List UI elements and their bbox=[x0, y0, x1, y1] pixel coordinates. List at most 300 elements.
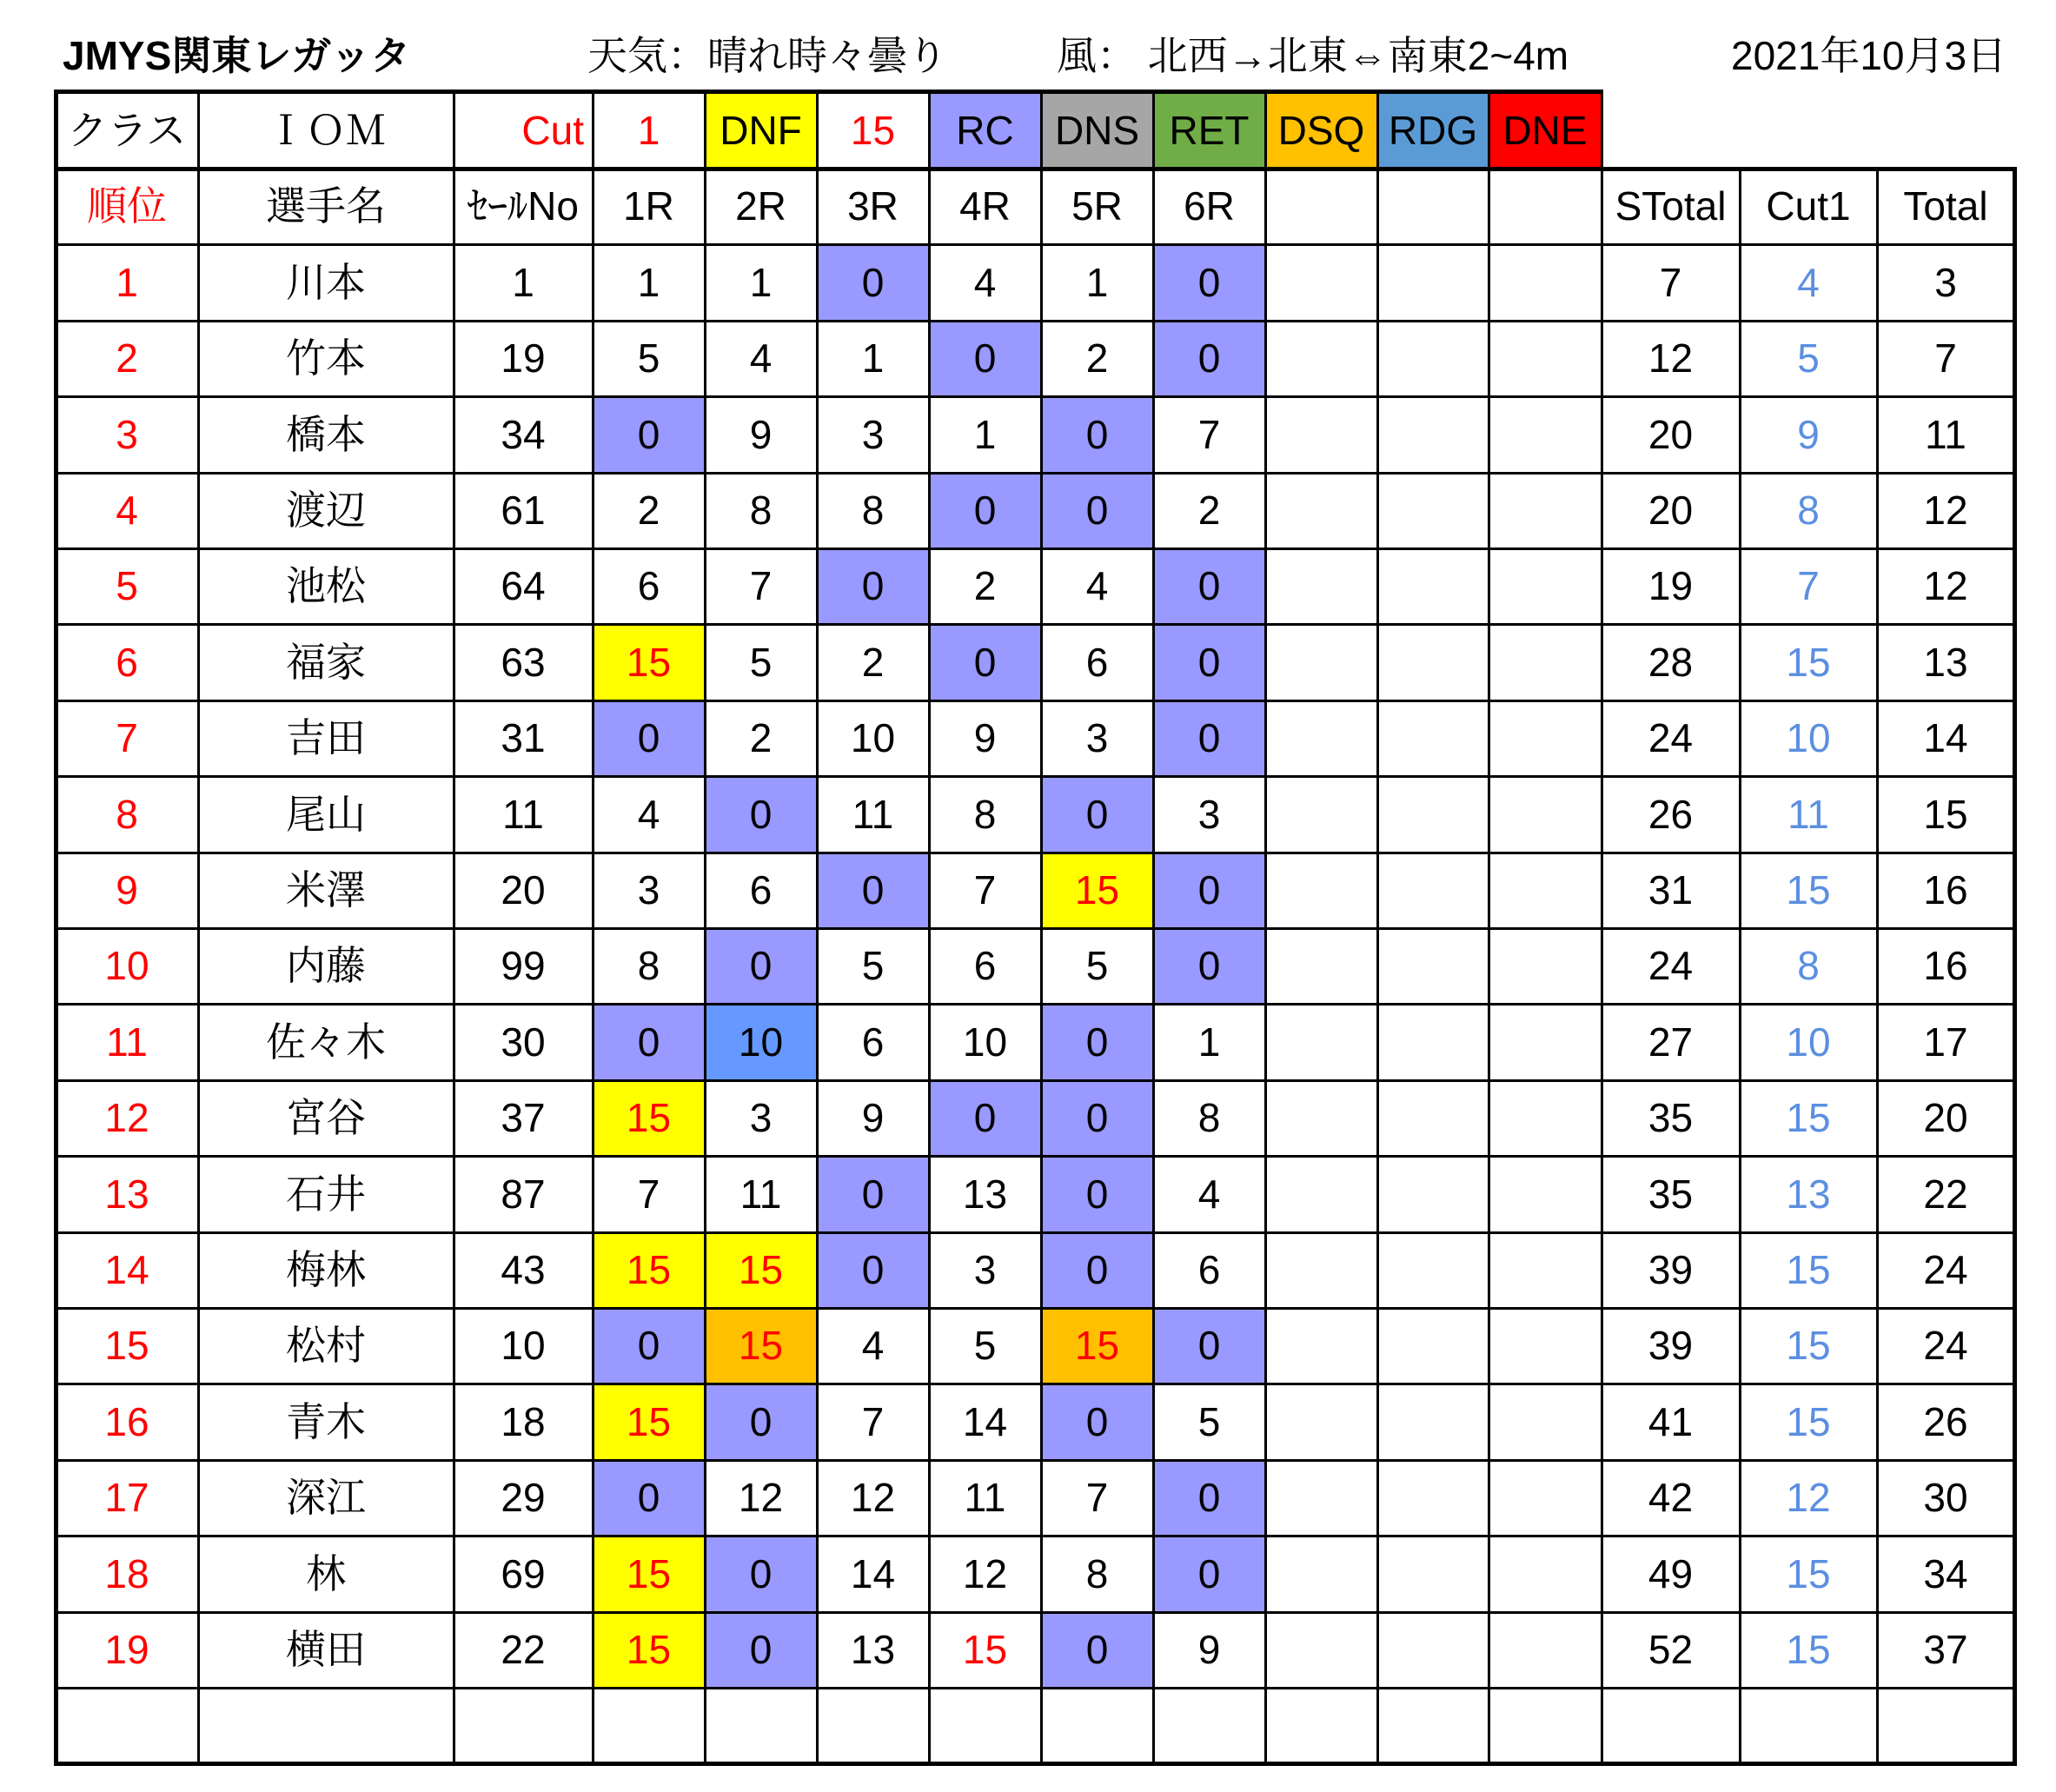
race-score-cell: 2 bbox=[637, 488, 660, 533]
sailor-name-cell: 梅林 bbox=[286, 1247, 366, 1292]
race-score-cell: 0 bbox=[817, 1232, 929, 1308]
rank-cell: 18 bbox=[104, 1551, 149, 1596]
rank-cell: 2 bbox=[116, 335, 138, 381]
race-score-cell: 0 bbox=[1153, 1536, 1265, 1612]
grid-line bbox=[54, 700, 2016, 702]
empty-cell bbox=[1265, 1308, 1377, 1384]
race-score-cell: 15 bbox=[593, 1232, 705, 1308]
race-score-cell: 0 bbox=[817, 244, 929, 321]
rank-cell: 5 bbox=[116, 563, 138, 608]
total-cell: 26 bbox=[1923, 1399, 1968, 1444]
stotal-cell: 26 bbox=[1648, 792, 1694, 837]
race-score-cell: 14 bbox=[850, 1551, 896, 1596]
rank-cell: 10 bbox=[104, 943, 149, 988]
total-cell: 13 bbox=[1923, 640, 1968, 685]
stotal-cell: 12 bbox=[1648, 335, 1694, 381]
table-border bbox=[54, 167, 2016, 171]
sailor-name-cell: 米澤 bbox=[286, 867, 366, 913]
grid-line bbox=[1152, 90, 1155, 1766]
race-score-cell: 7 bbox=[861, 1399, 885, 1444]
rank-cell: 16 bbox=[104, 1399, 149, 1444]
empty-cell bbox=[1265, 776, 1377, 853]
column-header: 1R bbox=[623, 183, 674, 229]
race-score-cell: 15 bbox=[593, 1384, 705, 1460]
race-score-cell: 15 bbox=[593, 1536, 705, 1612]
race-score-cell: 0 bbox=[705, 1536, 817, 1612]
grid-line bbox=[54, 1079, 2016, 1082]
race-score-cell: 4 bbox=[973, 260, 997, 305]
race-score-cell: 0 bbox=[1041, 1004, 1153, 1080]
empty-cell bbox=[1489, 321, 1602, 396]
blank-row-cell bbox=[1265, 1688, 1377, 1763]
race-score-cell: 1 bbox=[1197, 1019, 1221, 1065]
blank-row-cell bbox=[198, 1688, 454, 1763]
race-score-cell: 15 bbox=[1041, 1308, 1153, 1384]
stotal-cell: 7 bbox=[1659, 260, 1682, 305]
empty-cell bbox=[1489, 244, 1602, 321]
sail-number-cell: 19 bbox=[501, 335, 546, 381]
race-score-cell: 8 bbox=[973, 792, 997, 837]
empty-cell bbox=[1265, 1612, 1377, 1688]
empty-cell bbox=[1377, 1612, 1489, 1688]
empty-cell bbox=[1265, 1232, 1377, 1308]
stotal-cell: 42 bbox=[1648, 1475, 1694, 1520]
race-score-cell: 0 bbox=[1153, 321, 1265, 396]
empty-cell bbox=[1489, 776, 1602, 853]
rank-cell: 4 bbox=[116, 488, 138, 533]
grid-line bbox=[1876, 167, 1879, 1766]
race-score-cell: 15 bbox=[705, 1308, 817, 1384]
empty-cell bbox=[1377, 700, 1489, 776]
column-header: ｾｰﾙNo bbox=[468, 183, 579, 229]
race-score-cell: 12 bbox=[738, 1475, 784, 1520]
empty-cell bbox=[1377, 1004, 1489, 1080]
empty-cell bbox=[1489, 700, 1602, 776]
column-header: 選手名 bbox=[266, 183, 386, 229]
rank-cell: 11 bbox=[106, 1019, 148, 1065]
sail-number-cell: 1 bbox=[512, 260, 534, 305]
empty-cell bbox=[1265, 928, 1377, 1004]
wind-info: 風： 北西→北東⇔南東2~4m bbox=[1057, 33, 1569, 78]
blank-row-cell bbox=[705, 1688, 817, 1763]
race-score-cell: 7 bbox=[973, 867, 997, 913]
empty-cell bbox=[1265, 700, 1377, 776]
blank-row-cell bbox=[593, 1688, 705, 1763]
total-cell: 15 bbox=[1923, 792, 1968, 837]
empty-cell bbox=[1377, 1156, 1489, 1232]
race-score-cell: 0 bbox=[929, 473, 1041, 548]
sail-number-cell: 63 bbox=[501, 640, 546, 685]
empty-cell bbox=[1489, 1460, 1602, 1536]
sail-number-cell: 18 bbox=[501, 1399, 546, 1444]
cut1-cell: 15 bbox=[1786, 1323, 1831, 1368]
grid-line bbox=[1601, 90, 1603, 1766]
table-border bbox=[2013, 167, 2017, 1766]
blank-row-cell bbox=[1602, 1688, 1740, 1763]
race-score-cell: 8 bbox=[749, 488, 773, 533]
sail-number-cell: 34 bbox=[501, 412, 546, 457]
race-score-cell: 0 bbox=[1041, 1156, 1153, 1232]
race-score-cell: 0 bbox=[1041, 1080, 1153, 1156]
cut1-cell: 15 bbox=[1786, 1551, 1831, 1596]
total-cell: 20 bbox=[1923, 1095, 1968, 1140]
blank-row-cell bbox=[929, 1688, 1041, 1763]
stotal-cell: 39 bbox=[1648, 1323, 1694, 1368]
grid-line bbox=[54, 927, 2016, 930]
column-header bbox=[1377, 169, 1489, 244]
column-header bbox=[1489, 169, 1602, 244]
race-score-cell: 4 bbox=[749, 335, 773, 381]
empty-cell bbox=[1489, 1384, 1602, 1460]
race-score-cell: 10 bbox=[705, 1004, 817, 1080]
cut1-cell: 5 bbox=[1797, 335, 1820, 381]
race-score-cell: 12 bbox=[850, 1475, 896, 1520]
empty-cell bbox=[1265, 853, 1377, 928]
race-score-cell: 0 bbox=[1153, 928, 1265, 1004]
cut1-cell: 8 bbox=[1797, 488, 1820, 533]
rank-cell: 12 bbox=[104, 1095, 149, 1140]
grid-line bbox=[1264, 90, 1267, 1766]
race-score-cell: 11 bbox=[852, 792, 894, 837]
sail-number-cell: 10 bbox=[501, 1323, 546, 1368]
sail-number-cell: 30 bbox=[501, 1019, 546, 1065]
total-cell: 11 bbox=[1925, 412, 1966, 457]
total-cell: 14 bbox=[1923, 715, 1968, 760]
race-score-cell: 0 bbox=[1041, 776, 1153, 853]
race-score-cell: 5 bbox=[1085, 943, 1109, 988]
cut1-cell: 10 bbox=[1786, 1019, 1831, 1065]
sail-number-cell: 87 bbox=[501, 1171, 546, 1217]
cut1-cell: 15 bbox=[1786, 1627, 1831, 1672]
empty-cell bbox=[1377, 473, 1489, 548]
empty-cell bbox=[1377, 1308, 1489, 1384]
grid-line bbox=[816, 90, 819, 1766]
race-score-cell: 3 bbox=[861, 412, 885, 457]
race-score-cell: 0 bbox=[1153, 1308, 1265, 1384]
legend-rdg: RDG bbox=[1377, 92, 1489, 169]
race-score-cell: 7 bbox=[1197, 412, 1221, 457]
race-score-cell: 0 bbox=[593, 1004, 705, 1080]
sailor-name-cell: 石井 bbox=[286, 1171, 366, 1217]
race-score-cell: 10 bbox=[962, 1019, 1008, 1065]
race-score-cell: 0 bbox=[593, 700, 705, 776]
race-score-cell: 1 bbox=[973, 412, 997, 457]
race-score-cell: 3 bbox=[1085, 715, 1109, 760]
empty-cell bbox=[1377, 624, 1489, 700]
race-score-cell: 4 bbox=[637, 792, 660, 837]
race-score-cell: 9 bbox=[973, 715, 997, 760]
race-score-cell: 15 bbox=[593, 1080, 705, 1156]
sailor-name-cell: 内藤 bbox=[286, 943, 366, 988]
rank-cell: 3 bbox=[116, 412, 138, 457]
race-score-cell: 11 bbox=[739, 1171, 782, 1217]
sail-number-cell: 37 bbox=[501, 1095, 546, 1140]
empty-cell bbox=[1377, 853, 1489, 928]
race-score-cell: 3 bbox=[749, 1095, 773, 1140]
race-score-cell: 6 bbox=[1085, 640, 1109, 685]
race-score-cell: 13 bbox=[850, 1627, 896, 1672]
race-score-cell: 0 bbox=[817, 853, 929, 928]
legend-ret: RET bbox=[1153, 92, 1265, 169]
sailor-name-cell: 川本 bbox=[286, 260, 366, 305]
empty-cell bbox=[1265, 244, 1377, 321]
blank-row-cell bbox=[1377, 1688, 1489, 1763]
grid-line bbox=[1040, 90, 1043, 1766]
grid-line bbox=[928, 90, 931, 1766]
sailor-name-cell: 池松 bbox=[286, 563, 366, 608]
race-score-cell: 8 bbox=[637, 943, 660, 988]
grid-line bbox=[54, 1459, 2016, 1462]
column-header: STotal bbox=[1615, 183, 1727, 229]
empty-cell bbox=[1489, 1156, 1602, 1232]
stotal-cell: 24 bbox=[1648, 943, 1694, 988]
empty-cell bbox=[1489, 1308, 1602, 1384]
race-score-cell: 1 bbox=[749, 260, 773, 305]
sail-number-cell: 20 bbox=[501, 867, 546, 913]
empty-cell bbox=[1377, 1460, 1489, 1536]
total-cell: 3 bbox=[1934, 260, 1957, 305]
race-score-cell: 2 bbox=[861, 640, 885, 685]
event-date: 2021年10月3日 bbox=[1731, 33, 2007, 78]
cut1-cell: 10 bbox=[1786, 715, 1831, 760]
column-header: 5R bbox=[1071, 183, 1123, 229]
race-score-cell: 5 bbox=[861, 943, 885, 988]
race-score-cell: 0 bbox=[1041, 1384, 1153, 1460]
sailor-name-cell: 青木 bbox=[286, 1399, 366, 1444]
sail-number-cell: 22 bbox=[501, 1627, 546, 1672]
stotal-cell: 20 bbox=[1648, 488, 1694, 533]
grid-line bbox=[54, 1003, 2016, 1006]
stotal-cell: 52 bbox=[1648, 1627, 1694, 1672]
race-score-cell: 6 bbox=[861, 1019, 885, 1065]
race-score-cell: 4 bbox=[1197, 1171, 1221, 1217]
race-score-cell: 0 bbox=[1153, 624, 1265, 700]
race-score-cell: 15 bbox=[593, 624, 705, 700]
rank-cell: 17 bbox=[104, 1475, 149, 1520]
race-score-cell: 11 bbox=[964, 1475, 1006, 1520]
grid-line bbox=[54, 1231, 2016, 1234]
empty-cell bbox=[1265, 1536, 1377, 1612]
grid-line bbox=[54, 852, 2016, 854]
race-score-cell: 6 bbox=[973, 943, 997, 988]
sailor-name-cell: 福家 bbox=[286, 640, 366, 685]
race-score-cell: 1 bbox=[637, 260, 660, 305]
grid-line bbox=[54, 395, 2016, 398]
empty-cell bbox=[1377, 776, 1489, 853]
stotal-cell: 31 bbox=[1648, 867, 1694, 913]
legend-15: 15 bbox=[817, 92, 929, 169]
race-score-cell: 6 bbox=[1197, 1247, 1221, 1292]
empty-cell bbox=[1377, 244, 1489, 321]
grid-line bbox=[1376, 90, 1379, 1766]
column-header: 4R bbox=[959, 183, 1011, 229]
empty-cell bbox=[1489, 1612, 1602, 1688]
empty-cell bbox=[1377, 1536, 1489, 1612]
race-score-cell: 2 bbox=[749, 715, 773, 760]
legend-1: 1 bbox=[593, 92, 705, 169]
total-cell: 30 bbox=[1923, 1475, 1968, 1520]
sailor-name-cell: 吉田 bbox=[286, 715, 366, 760]
grid-line bbox=[54, 548, 2016, 550]
rank-cell: 9 bbox=[116, 867, 138, 913]
race-score-cell: 6 bbox=[637, 563, 660, 608]
race-score-cell: 6 bbox=[749, 867, 773, 913]
race-score-cell: 0 bbox=[1153, 548, 1265, 624]
total-cell: 34 bbox=[1923, 1551, 1968, 1596]
rank-cell: 6 bbox=[116, 640, 138, 685]
stotal-cell: 41 bbox=[1648, 1399, 1694, 1444]
race-score-cell: 8 bbox=[861, 488, 885, 533]
stotal-cell: 39 bbox=[1648, 1247, 1694, 1292]
race-score-cell: 13 bbox=[962, 1171, 1008, 1217]
sailor-name-cell: 横田 bbox=[286, 1627, 366, 1672]
race-score-cell: 12 bbox=[962, 1551, 1008, 1596]
grid-line bbox=[54, 623, 2016, 626]
table-border bbox=[54, 1762, 2016, 1766]
cut1-cell: 15 bbox=[1786, 1399, 1831, 1444]
race-score-cell: 0 bbox=[1041, 1232, 1153, 1308]
race-score-cell: 15 bbox=[593, 1612, 705, 1688]
race-score-cell: 5 bbox=[973, 1323, 997, 1368]
total-cell: 37 bbox=[1923, 1627, 1968, 1672]
sailor-name-cell: 渡辺 bbox=[286, 488, 366, 533]
grid-line bbox=[54, 1307, 2016, 1310]
race-score-cell: 0 bbox=[593, 396, 705, 473]
race-score-cell: 9 bbox=[749, 412, 773, 457]
empty-cell bbox=[1265, 624, 1377, 700]
cut1-cell: 11 bbox=[1787, 792, 1829, 837]
empty-cell bbox=[1489, 548, 1602, 624]
grid-line bbox=[704, 90, 706, 1766]
empty-cell bbox=[1265, 548, 1377, 624]
total-cell: 16 bbox=[1923, 943, 1968, 988]
race-score-cell: 3 bbox=[973, 1247, 997, 1292]
race-score-cell: 10 bbox=[850, 715, 896, 760]
sailor-name-cell: 佐々木 bbox=[266, 1019, 386, 1065]
grid-line bbox=[54, 320, 2016, 322]
empty-cell bbox=[1489, 853, 1602, 928]
sailor-name-cell: 宮谷 bbox=[286, 1095, 366, 1140]
legend-dsq: DSQ bbox=[1265, 92, 1377, 169]
sailor-name-cell: 林 bbox=[306, 1551, 346, 1596]
sailor-name-cell: 松村 bbox=[286, 1323, 366, 1368]
race-score-cell: 8 bbox=[1197, 1095, 1221, 1140]
race-score-cell: 0 bbox=[1041, 1612, 1153, 1688]
grid-line bbox=[54, 1383, 2016, 1385]
stotal-cell: 24 bbox=[1648, 715, 1694, 760]
cut1-cell: 12 bbox=[1786, 1475, 1831, 1520]
grid-line bbox=[54, 1687, 2016, 1689]
empty-cell bbox=[1489, 928, 1602, 1004]
race-score-cell: 0 bbox=[1153, 853, 1265, 928]
race-score-cell: 7 bbox=[1085, 1475, 1109, 1520]
column-header: Cut1 bbox=[1766, 183, 1851, 229]
race-score-cell: 0 bbox=[593, 1460, 705, 1536]
race-score-cell: 0 bbox=[929, 1080, 1041, 1156]
total-cell: 22 bbox=[1923, 1171, 1968, 1217]
race-score-cell: 0 bbox=[705, 1384, 817, 1460]
grid-line bbox=[54, 775, 2016, 778]
legend-dnf: DNF bbox=[705, 92, 817, 169]
column-header: 6R bbox=[1184, 183, 1235, 229]
race-score-cell: 2 bbox=[1197, 488, 1221, 533]
grid-line bbox=[453, 90, 455, 1766]
race-score-cell: 3 bbox=[1197, 792, 1221, 837]
race-score-cell: 5 bbox=[637, 335, 660, 381]
legend-cut: Cut bbox=[454, 92, 593, 169]
race-score-cell: 4 bbox=[1085, 563, 1109, 608]
stotal-cell: 19 bbox=[1648, 563, 1694, 608]
grid-line bbox=[592, 90, 594, 1766]
race-score-cell: 0 bbox=[1153, 1460, 1265, 1536]
column-header: 順位 bbox=[87, 183, 167, 229]
blank-row-cell bbox=[1740, 1688, 1877, 1763]
sailor-name-cell: 尾山 bbox=[286, 792, 366, 837]
table-border-top bbox=[54, 90, 1603, 94]
rank-cell: 19 bbox=[104, 1627, 149, 1672]
race-score-cell: 5 bbox=[749, 640, 773, 685]
race-score-cell: 8 bbox=[1085, 1551, 1109, 1596]
rank-cell: 13 bbox=[104, 1171, 149, 1217]
empty-cell bbox=[1489, 1080, 1602, 1156]
sail-number-cell: 99 bbox=[501, 943, 546, 988]
race-score-cell: 15 bbox=[1041, 853, 1153, 928]
race-score-cell: 0 bbox=[705, 1612, 817, 1688]
legend-dns: DNS bbox=[1041, 92, 1153, 169]
race-score-cell: 14 bbox=[962, 1399, 1008, 1444]
total-cell: 24 bbox=[1923, 1247, 1968, 1292]
column-header: 2R bbox=[735, 183, 786, 229]
blank-row-cell bbox=[1877, 1688, 2014, 1763]
race-score-cell: 4 bbox=[861, 1323, 885, 1368]
race-score-cell: 0 bbox=[817, 548, 929, 624]
sailor-name-cell: 深江 bbox=[286, 1475, 366, 1520]
column-header bbox=[1265, 169, 1377, 244]
race-score-cell: 5 bbox=[1197, 1399, 1221, 1444]
grid-line bbox=[54, 243, 2016, 246]
race-score-cell: 15 bbox=[705, 1232, 817, 1308]
sail-number-cell: 43 bbox=[501, 1247, 546, 1292]
blank-row-cell bbox=[1489, 1688, 1602, 1763]
cut1-cell: 7 bbox=[1797, 563, 1820, 608]
weather-info: 天気：晴れ時々曇り bbox=[587, 33, 947, 78]
sail-number-cell: 11 bbox=[502, 792, 544, 837]
total-cell: 7 bbox=[1934, 335, 1957, 381]
empty-cell bbox=[1265, 1004, 1377, 1080]
total-cell: 17 bbox=[1923, 1019, 1968, 1065]
grid-line bbox=[1739, 167, 1741, 1766]
blank-row-cell bbox=[817, 1688, 929, 1763]
class-label: クラス bbox=[56, 92, 198, 169]
empty-cell bbox=[1265, 1080, 1377, 1156]
total-cell: 16 bbox=[1923, 867, 1968, 913]
race-score-cell: 9 bbox=[1197, 1627, 1221, 1672]
empty-cell bbox=[1265, 396, 1377, 473]
race-score-cell: 0 bbox=[705, 776, 817, 853]
empty-cell bbox=[1489, 624, 1602, 700]
empty-cell bbox=[1377, 321, 1489, 396]
race-score-cell: 15 bbox=[962, 1627, 1008, 1672]
empty-cell bbox=[1489, 396, 1602, 473]
grid-line bbox=[54, 472, 2016, 475]
empty-cell bbox=[1377, 1232, 1489, 1308]
cut1-cell: 9 bbox=[1797, 412, 1820, 457]
total-cell: 12 bbox=[1923, 488, 1968, 533]
total-cell: 12 bbox=[1923, 563, 1968, 608]
empty-cell bbox=[1265, 321, 1377, 396]
grid-line bbox=[54, 1155, 2016, 1158]
cut1-cell: 4 bbox=[1797, 260, 1820, 305]
